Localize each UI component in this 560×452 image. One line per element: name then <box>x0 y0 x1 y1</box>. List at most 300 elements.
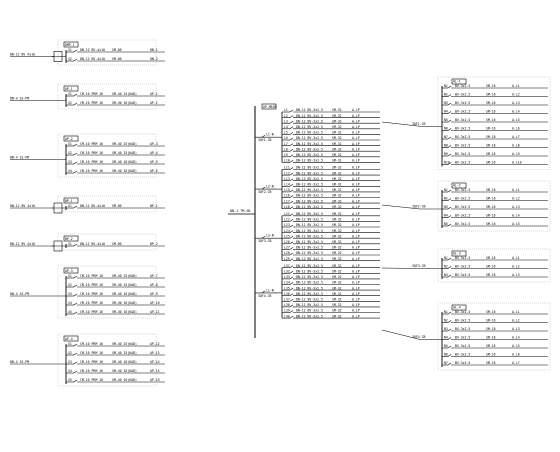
row-load: A.L6 <box>512 352 520 357</box>
branch-breaker <box>448 363 451 365</box>
branch-breaker <box>290 179 293 181</box>
branch-breaker <box>74 144 77 146</box>
row-breaker: SM-32 <box>332 171 342 176</box>
row-breaker: SM-40 16(KAD) <box>112 292 137 296</box>
row-load: A.LP <box>352 188 360 193</box>
row-breaker: SM-32 <box>332 291 342 296</box>
branch-breaker <box>290 173 293 175</box>
row-tag: N2 <box>444 318 448 323</box>
row-breaker: SM-16 <box>486 101 496 105</box>
row-breaker: SM-16 <box>486 327 496 331</box>
branch-breaker <box>74 312 77 314</box>
branch-breaker <box>74 103 77 105</box>
branch-breaker <box>290 110 293 112</box>
row-tag: L7 <box>284 141 288 146</box>
row-breaker: SM-32 <box>332 130 342 135</box>
row-load: A.LP <box>352 251 360 256</box>
row-tag: L8 <box>284 147 288 152</box>
row-load: A.L4 <box>512 213 520 218</box>
panel-enclosure <box>58 234 156 250</box>
row-breaker: SM-16 <box>486 84 496 88</box>
row-cable: DN-12 BV-3x2.5 <box>296 263 323 268</box>
branch-breaker <box>448 120 451 122</box>
row-breaker: SM-16 <box>486 310 496 314</box>
branch-breaker <box>290 247 293 249</box>
branch-breaker <box>448 267 451 269</box>
row-cable: DN-12 BV-3x2.5 <box>296 256 323 261</box>
row-tag: N4 <box>444 335 448 340</box>
row-cable: DN-12 BV-3x2.5 <box>296 291 323 296</box>
row-tag: L14 <box>284 182 290 187</box>
row-cable: CM-10 PRM 16 <box>80 292 104 296</box>
branch-breaker <box>290 236 293 238</box>
row-cable: BV-3x2.5 <box>455 318 471 323</box>
row-load: A.LP <box>352 199 360 204</box>
row-cable: CM-10 PRM 16 <box>80 101 104 105</box>
row-breaker: SM-16 <box>486 152 496 156</box>
row-load: AP-15 <box>150 369 160 373</box>
branch-breaker <box>290 132 293 134</box>
row-breaker: SM-40 16(KAD) <box>112 378 137 382</box>
row-load: A.L2 <box>512 92 520 97</box>
row-breaker: SM-32 <box>332 269 342 274</box>
row-breaker: SM-16 <box>486 256 496 260</box>
panel-tag: AP-MAIN <box>263 104 277 109</box>
row-load: A.LP <box>352 193 360 198</box>
row-tag: X3 <box>68 292 72 296</box>
row-breaker: SM-32 <box>332 286 342 291</box>
branch-breaker <box>74 162 77 164</box>
row-load: A.LP <box>352 165 360 170</box>
row-tag: X3 <box>68 360 72 364</box>
branch-breaker <box>290 168 293 170</box>
panel-enclosure <box>58 334 156 386</box>
row-breaker: SM-16 <box>486 92 496 97</box>
branch-breaker <box>448 312 451 314</box>
row-load: A.LP <box>352 256 360 261</box>
branch-breaker <box>290 160 293 162</box>
row-load: A.LP <box>352 113 360 118</box>
row-breaker: SM-32 <box>332 314 342 319</box>
row-tag: N7 <box>444 135 448 139</box>
branch-breaker <box>290 219 293 221</box>
row-breaker: SM-32 <box>332 158 342 163</box>
row-load: A.L10 <box>512 160 522 165</box>
branch-breaker <box>74 344 77 346</box>
row-load: A.L7 <box>512 135 520 139</box>
row-cable: CM-10 PRM 16 <box>80 142 104 146</box>
branch-breaker <box>290 214 293 216</box>
panel-tag: BP-1 <box>65 198 73 203</box>
row-cable: BV-3x2.5 <box>455 205 471 209</box>
row-load: AP-3 <box>150 142 158 146</box>
row-tag: N1 <box>444 310 448 314</box>
branch-breaker <box>448 338 451 340</box>
row-load: A.LP <box>352 234 360 239</box>
row-tag: L22 <box>284 217 290 222</box>
row-cable: BV-3x2.5 <box>455 273 471 277</box>
panel-enclosure <box>58 196 156 212</box>
row-tag: N5 <box>444 118 448 122</box>
row-load: A.L9 <box>512 152 520 156</box>
row-cable: BV-3x2.5 <box>455 344 471 348</box>
row-cable: CM-10 PRM 16 <box>80 274 104 278</box>
row-tag: N5 <box>444 222 448 226</box>
row-cable: BV-3x2.5 <box>455 152 471 156</box>
branch-breaker <box>74 50 77 52</box>
row-breaker: SM-32 <box>332 256 342 261</box>
row-breaker: SM-16 <box>486 188 496 192</box>
panel-tag: AL-2 <box>453 183 461 188</box>
row-load: A.L2 <box>512 318 520 323</box>
row-breaker: SM-32 <box>332 251 342 256</box>
incoming-cable-label: DN-12 BV 4x10 <box>10 52 35 57</box>
row-load: A.L5 <box>512 222 520 226</box>
panel-enclosure <box>58 266 156 318</box>
row-breaker: SM-16 <box>486 213 496 218</box>
row-cable: DN-12 BV-3x2.5 <box>296 286 323 291</box>
row-cable: DN-12 BV-3x2.5 <box>296 269 323 274</box>
row-breaker: SM-16 <box>486 205 496 209</box>
row-cable: DN-12 BV-3x2.5 <box>296 171 323 176</box>
row-load: AP-16 <box>150 378 160 382</box>
row-breaker: SM-40 25(KAD) <box>112 351 137 355</box>
row-breaker: SM-06 <box>112 57 122 61</box>
incoming-cable-label: 3QF3-CB <box>412 264 426 268</box>
row-cable: DN-12 BV-3x2.5 <box>296 228 323 233</box>
row-load: A.LP <box>352 141 360 146</box>
branch-breaker <box>448 112 451 114</box>
row-tag: L9 <box>284 153 288 157</box>
branch-breaker <box>448 95 451 97</box>
row-tag: N3 <box>444 205 448 209</box>
row-tag: L35 <box>284 286 290 291</box>
row-breaker: SM-40 25(KAD) <box>112 283 137 287</box>
row-load: A.LP <box>352 147 360 152</box>
row-tag: L36 <box>284 291 290 296</box>
row-tag: N4 <box>444 109 448 114</box>
branch-breaker <box>290 231 293 233</box>
panel-tag: AP-3 <box>65 268 73 273</box>
row-breaker: SM-16 <box>486 160 496 165</box>
row-load: AP-8 <box>150 283 158 287</box>
row-cable: DN-12 BV-3x2.5 <box>296 193 323 198</box>
branch-breaker <box>290 190 293 192</box>
row-tag: L3 <box>284 119 288 124</box>
row-tag: N1 <box>444 84 448 88</box>
branch-breaker <box>290 288 293 290</box>
row-tag: X2 <box>68 283 72 287</box>
row-tag: L16 <box>284 193 290 198</box>
incoming-cable-label: 3QF4-CB <box>412 335 426 339</box>
row-cable: DN-12 BV-3x2.5 <box>296 182 323 187</box>
branch-breaker <box>290 266 293 268</box>
row-load: A.LP <box>352 314 360 319</box>
incoming-cable-label: DN-12 BV 4x10 <box>10 203 35 208</box>
row-breaker: SM-32 <box>332 303 342 308</box>
row-cable: CM-10 PRM 16 <box>80 283 104 287</box>
row-cable: DN-12 BV-3x2.5 <box>296 113 323 118</box>
row-tag: N6 <box>444 126 448 131</box>
row-cable: DN-12 BV-3x2.5 <box>296 199 323 204</box>
row-tag: L24 <box>284 228 290 233</box>
branch-breaker <box>290 201 293 203</box>
row-tag: L39 <box>284 308 290 313</box>
group-breaker-label: 3QF1-CB <box>258 138 272 143</box>
row-breaker: SM-40 16(KAD) <box>112 101 137 105</box>
row-tag: L40 <box>284 314 290 319</box>
branch-breaker <box>448 146 451 148</box>
row-tag: X1 <box>68 48 72 52</box>
row-load: AP-9 <box>150 292 158 296</box>
row-breaker: SM-32 <box>332 176 342 181</box>
panel-tag: AL-1 <box>453 79 461 84</box>
row-cable: CM-10 PRM 16 <box>80 369 104 373</box>
branch-breaker <box>74 353 77 355</box>
row-cable: BV-3x2.5 <box>455 222 471 226</box>
branch-breaker <box>290 242 293 244</box>
row-cable: DN-12 BV-3x2.5 <box>296 136 323 141</box>
row-load: A.L1 <box>512 84 520 88</box>
row-tag: X1 <box>68 142 72 146</box>
row-cable: CM-10 PRM 16 <box>80 92 104 96</box>
row-breaker: SM-16 <box>486 361 496 365</box>
row-tag: N2 <box>444 92 448 97</box>
row-load: AP-6 <box>150 169 158 173</box>
row-load: A.LP <box>352 308 360 313</box>
incoming-cable-label: DN-4 SS-PM <box>10 359 30 364</box>
row-cable: DN-12 BV-3x2.5 <box>296 234 323 239</box>
row-tag: L31 <box>284 263 290 268</box>
row-load: A.LP <box>352 223 360 228</box>
row-tag: L4 <box>284 125 288 129</box>
row-load: A.LP <box>352 125 360 129</box>
row-load: A.LP <box>352 303 360 308</box>
row-breaker: SM-32 <box>332 280 342 285</box>
row-tag: N3 <box>444 327 448 331</box>
row-load: A.LP <box>352 108 360 113</box>
panel-tag: AL-3 <box>453 251 461 256</box>
row-load: A.LP <box>352 286 360 291</box>
branch-breaker <box>290 149 293 151</box>
row-tag: L11 <box>284 165 290 170</box>
row-cable: DN-12 BV-3x2.5 <box>296 275 323 280</box>
row-tag: L25 <box>284 234 290 239</box>
row-breaker: SM-16 <box>486 222 496 226</box>
row-load: A.L3 <box>512 101 520 105</box>
row-tag: L29 <box>284 256 290 261</box>
row-load: A.LP <box>352 130 360 135</box>
row-tag: L13 <box>284 176 290 181</box>
group-phase-label: L1-N <box>266 132 274 137</box>
row-cable: DN-12 BV-3x2.5 <box>296 251 323 256</box>
group-breaker-label: 3QF2-CB <box>258 190 272 195</box>
row-load: A.LP <box>352 212 360 216</box>
row-load: A.L1 <box>512 188 520 192</box>
row-breaker: SM-40 16(KAD) <box>112 301 137 305</box>
group-phase-label: L2-N <box>266 184 274 189</box>
row-breaker: SM-06 <box>112 242 122 246</box>
row-tag: L23 <box>284 223 290 228</box>
branch-breaker <box>74 294 77 296</box>
row-tag: L15 <box>284 188 290 193</box>
row-tag: X3 <box>68 160 72 164</box>
row-breaker: SM-32 <box>332 308 342 313</box>
row-breaker: SM-32 <box>332 245 342 250</box>
row-cable: BV-3x2.5 <box>455 213 471 218</box>
row-breaker: SM-32 <box>332 199 342 204</box>
row-breaker: SM-06 <box>112 48 122 52</box>
branch-breaker <box>290 299 293 301</box>
row-tag: X5 <box>68 310 72 314</box>
row-tag: N5 <box>444 344 448 348</box>
row-tag: X2 <box>68 351 72 355</box>
row-breaker: SM-32 <box>332 165 342 170</box>
panel-tag: AP-1 <box>65 86 73 91</box>
row-load: AP-5 <box>150 160 158 164</box>
branch-breaker <box>290 225 293 227</box>
row-breaker: SM-32 <box>332 240 342 244</box>
branch-breaker <box>74 371 77 373</box>
group-phase-label: L3-N <box>266 233 274 238</box>
row-cable: BV-3x2.5 <box>455 118 471 122</box>
row-load: A.LP <box>352 280 360 285</box>
row-breaker: SM-16 <box>486 264 496 269</box>
row-tag: L17 <box>284 199 290 204</box>
row-cable: BV-3x2.5 <box>455 92 471 97</box>
row-load: A.LP <box>352 297 360 302</box>
row-load: AP-7 <box>150 274 158 278</box>
row-tag: N8 <box>444 143 448 148</box>
row-cable: DN-12 BV-3x2.5 <box>296 245 323 250</box>
row-cable: CM-10 PRM 16 <box>80 342 104 346</box>
row-tag: N2 <box>444 264 448 269</box>
row-cable: DN-12 BV-3x2.5 <box>296 147 323 152</box>
row-tag: X4 <box>68 369 72 373</box>
row-cable: DN-12 BV-3x2.5 <box>296 141 323 146</box>
row-breaker: SM-32 <box>332 141 342 146</box>
row-load: A.L5 <box>512 118 520 122</box>
branch-breaker <box>290 271 293 273</box>
row-load: A.LP <box>352 291 360 296</box>
row-breaker: SM-40 25(KAD) <box>112 142 137 146</box>
branch-breaker <box>448 137 451 139</box>
row-load: A.L2 <box>512 196 520 201</box>
row-breaker: SM-40 25(KAD) <box>112 274 137 278</box>
row-load: AP-2 <box>150 101 158 105</box>
branch-breaker <box>448 224 451 226</box>
row-load: A.LP <box>352 240 360 244</box>
row-cable: DN-12 BV-3x2.5 <box>296 165 323 170</box>
row-breaker: SM-32 <box>332 275 342 280</box>
branch-breaker <box>74 153 77 155</box>
row-load: A.LP <box>352 153 360 157</box>
row-breaker: SM-32 <box>332 147 342 152</box>
row-tag: N1 <box>444 188 448 192</box>
branch-breaker <box>448 207 451 209</box>
row-load: BP-1 <box>150 204 158 208</box>
row-load: A.LP <box>352 269 360 274</box>
branch-breaker <box>448 103 451 105</box>
row-load: A.L3 <box>512 327 520 331</box>
row-tag: N2 <box>444 196 448 201</box>
row-load: A.L5 <box>512 344 520 348</box>
row-cable: DN-12 BV-3x2.5 <box>296 125 323 129</box>
row-load: AP-13 <box>150 351 160 355</box>
row-cable: DN-12 BV-3x2.5 <box>296 188 323 193</box>
row-cable: DN-12 BV-3x2.5 <box>296 158 323 163</box>
row-load: A.LP <box>352 263 360 268</box>
branch-breaker <box>290 294 293 296</box>
row-tag: N4 <box>444 213 448 218</box>
row-cable: CM-10 PRM 16 <box>80 351 104 355</box>
panel-enclosure <box>58 134 156 177</box>
branch-breaker <box>448 321 451 323</box>
incoming-cable-label: 3QF1-CB <box>412 121 426 126</box>
group-breaker-label: 3QF4-CB <box>258 293 272 298</box>
row-cable: DN-12 BV-4x10 <box>80 204 105 208</box>
branch-breaker <box>290 283 293 285</box>
row-load: A.L3 <box>512 273 520 277</box>
row-tag: L26 <box>284 240 290 244</box>
row-cable: DN-12 BV-3x2.5 <box>296 280 323 285</box>
row-load: AP-1 <box>150 92 158 96</box>
branch-breaker <box>290 116 293 118</box>
row-tag: L34 <box>284 280 290 285</box>
branch-breaker <box>74 94 77 96</box>
row-tag: L37 <box>284 297 290 302</box>
row-tag: X1 <box>68 342 72 346</box>
row-cable: DN-12 BV-4x10 <box>80 48 105 52</box>
row-cable: DN-12 BV-3x2.5 <box>296 308 323 313</box>
row-breaker: SM-40 16(KAD) <box>112 169 137 173</box>
row-load: DN-1 <box>150 48 158 52</box>
row-tag: X4 <box>68 301 72 305</box>
row-cable: DN-12 BV-3x2.5 <box>296 119 323 124</box>
row-cable: BV-3x2.5 <box>455 327 471 331</box>
row-load: AP-10 <box>150 301 160 305</box>
branch-breaker <box>290 305 293 307</box>
row-cable: DN-12 BV-3x2.5 <box>296 223 323 228</box>
branch-breaker <box>448 86 451 88</box>
row-cable: BV-3x2.5 <box>455 160 471 165</box>
row-tag: L2 <box>284 113 288 118</box>
incoming-cable-label: DN-4 SS-PM <box>10 291 30 296</box>
branch-breaker <box>290 138 293 140</box>
row-cable: BV-3x2.5 <box>455 256 471 260</box>
row-tag: N6 <box>444 352 448 357</box>
branch-breaker <box>74 206 77 208</box>
row-tag: L12 <box>284 171 290 176</box>
branch-breaker <box>290 259 293 261</box>
row-cable: DN-12 BV-3x2.5 <box>296 314 323 319</box>
row-load: A.LP <box>352 158 360 163</box>
branch-breaker <box>74 285 77 287</box>
branch-breaker <box>290 184 293 186</box>
branch-breaker <box>290 196 293 198</box>
row-load: A.L1 <box>512 256 520 260</box>
row-load: AP-14 <box>150 360 160 364</box>
row-tag: L10 <box>284 158 290 163</box>
row-cable: BV-3x2.5 <box>455 143 471 148</box>
branch-breaker <box>290 155 293 157</box>
row-load: A.L1 <box>512 310 520 314</box>
row-tag: L18 <box>284 204 290 209</box>
row-tag: X2 <box>68 57 72 61</box>
row-load: AP-4 <box>150 151 158 155</box>
main-incoming-label: DN-1 TM-SB <box>230 209 251 213</box>
row-load: A.LP <box>352 228 360 233</box>
